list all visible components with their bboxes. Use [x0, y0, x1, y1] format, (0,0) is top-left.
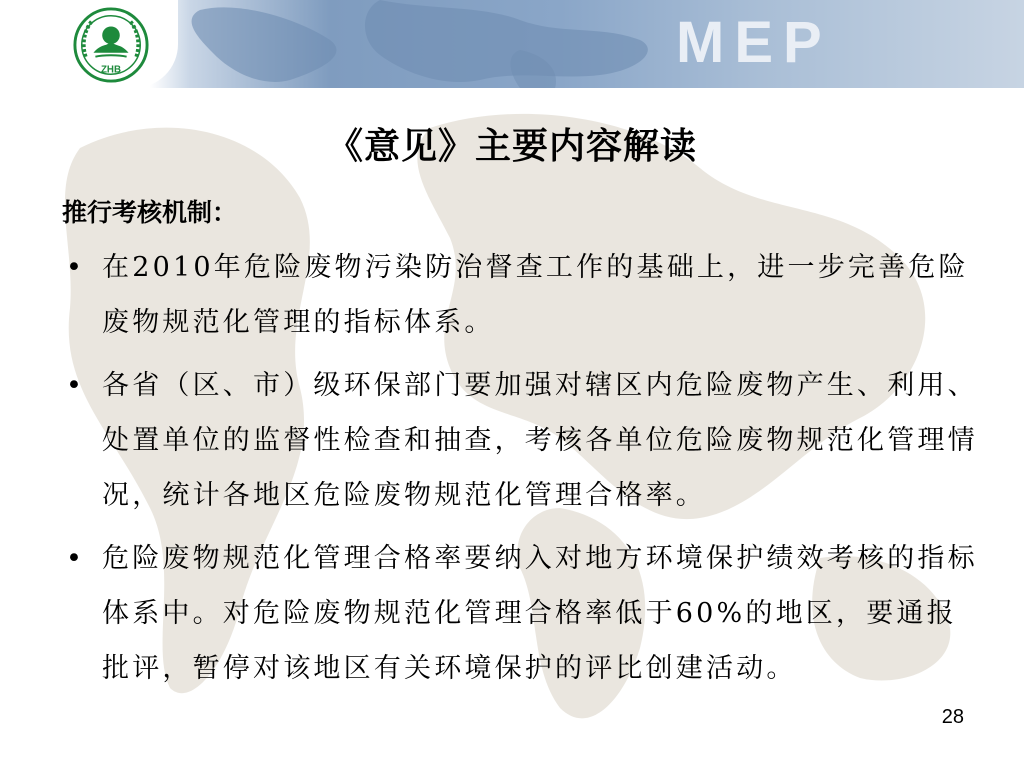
bullet-marker: • [66, 543, 82, 574]
brand-mep: MEP [676, 10, 832, 75]
logo-text: ZHB [100, 64, 122, 76]
slide-content [62, 188, 982, 704]
header-banner [0, 0, 1024, 88]
bullet-text: 各省（区、市）级环保部门要加强对辖区内危险废物产生、利用、处置单位的监督性检查和抽查，考核各单位危险废物规范化管理情况，统计各地区危险废物规范化管理合格率。 [102, 370, 978, 511]
page-number: 28 [941, 706, 964, 728]
bullet-text: 在2010年危险废物污染防治督查工作的基础上，进一步完善危险废物规范化管理的指标体系。 [102, 252, 969, 338]
slide-title: 《意见》主要内容解读 [326, 126, 697, 167]
bullet-item [62, 531, 982, 696]
bullet-marker: • [66, 370, 82, 401]
bullet-item [62, 358, 982, 523]
section-heading: 推行考核机制： [62, 198, 238, 227]
bullet-marker: • [66, 252, 82, 283]
bullet-text: 危险废物规范化管理合格率要纳入对地方环境保护绩效考核的指标体系中。对危险废物规范化管理合格率低于60%的地区，要通报批评，暂停对该地区有关环境保护的评比创建活动。 [102, 543, 978, 684]
zhb-logo-icon [72, 6, 150, 84]
bullet-item [62, 240, 982, 350]
